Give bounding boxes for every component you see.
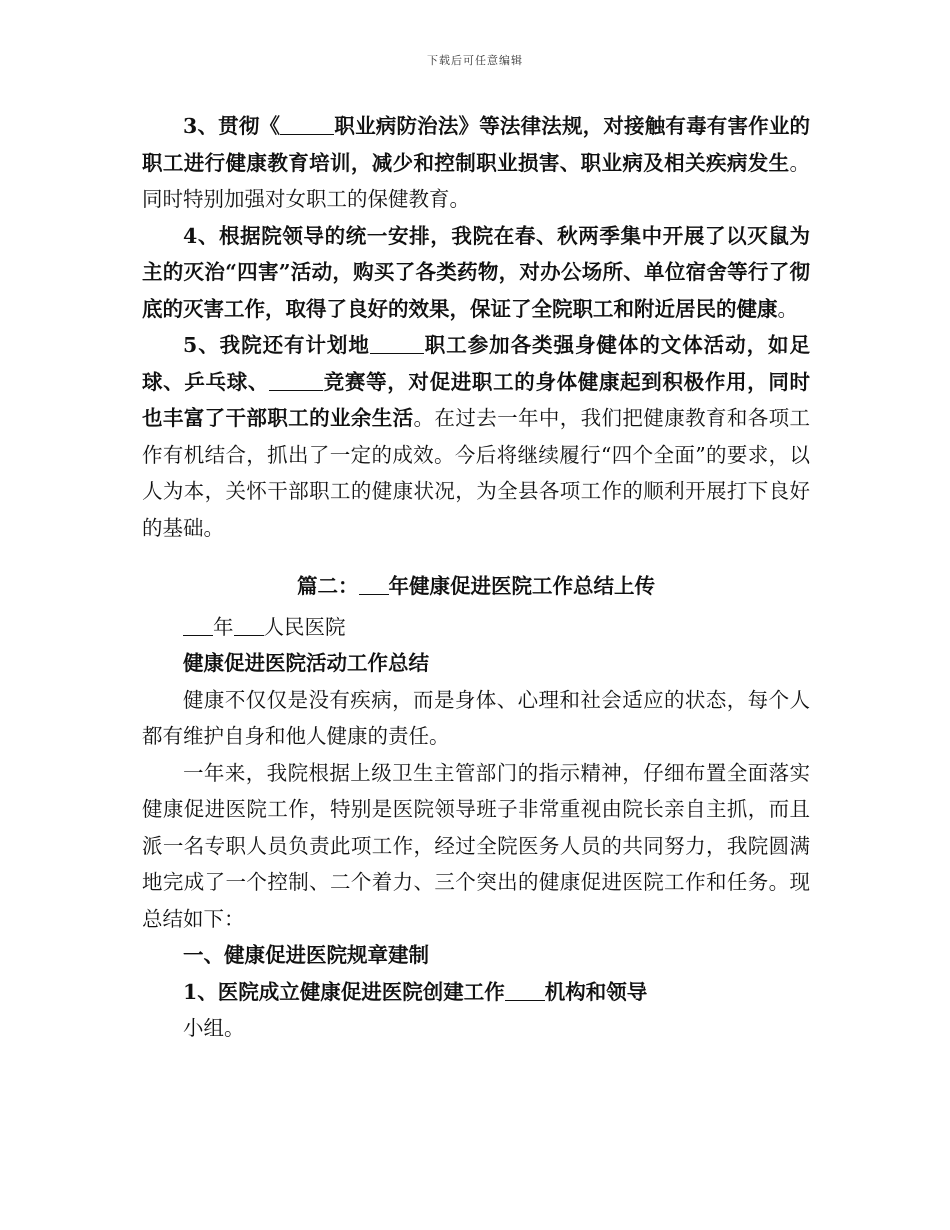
p5-tail: 。在过去一年中，我们把健康教育和各项工作有机结合，抓出了一定的成效。今后将继续履行“四个全面”的要求，以人为本，关怀干部职工的健康状况，为全县各项工作的顺利开展打下良好的基础。	[142, 406, 811, 540]
hospital-name: 人民医院	[263, 614, 346, 639]
item-1-continuation: 小组。	[183, 1016, 245, 1040]
blank-line	[183, 615, 213, 636]
intro-paragraph-1: 健康不仅仅是没有疾病，而是身体、心理和社会适应的状态，每个人都有维护自身和他人健康的责任。	[142, 687, 810, 748]
paragraph-3	[142, 108, 810, 218]
blank-line	[234, 615, 264, 636]
section-title-prefix: 篇二：	[297, 574, 359, 598]
page-header-note: 下载后可任意编辑	[427, 54, 523, 67]
section-title-text: 年健康促进医院工作总结上传	[388, 574, 655, 598]
section-title	[142, 568, 810, 605]
p3-number: 3、贯彻《	[183, 114, 281, 138]
blank-line	[280, 114, 334, 135]
p5-part-b: 职工参加各类强身健体的文体活动，如足球、乒乓球、	[142, 333, 810, 394]
document-subtitle: 健康促进医院活动工作总结	[183, 651, 429, 675]
p5-part-c: 竞赛等，对促进职工的身体健康起到积极作用，同时也丰富了干部职工的业余生活	[142, 369, 811, 430]
p3-body: 职业病防治法》等法律法规，对接触有毒有害作业的职工进行健康教育培训，减少和控制职业损害、职业病及相关疾病发生	[142, 114, 811, 175]
p5-part-a: 5、我院还有计划地	[183, 333, 370, 357]
paragraph-4	[142, 218, 810, 328]
p3-tail: 。同时特别加强对女职工的保健教育。	[142, 150, 810, 211]
paragraph-5	[142, 327, 810, 546]
blank-line	[505, 980, 545, 1001]
p4-body: 4、根据院领导的统一安排，我院在春、秋两季集中开展了以灭鼠为主的灭治“四害”活动，购买了各类药物，对办公场所、单位宿舍等行了彻底的灭害工作，取得了良好的效果，保证了全院职工和附近居民的健康	[142, 223, 810, 321]
blank-line	[269, 370, 323, 391]
heading-1: 一、健康促进医院规章建制	[183, 943, 429, 967]
blank-line	[370, 333, 424, 354]
document-body	[142, 108, 810, 1047]
hospital-line	[142, 609, 810, 646]
blank-line	[359, 574, 389, 595]
item-1-text-b: 机构和领导	[544, 979, 648, 1004]
item-1-text-a: 1、医院成立健康促进医院创建工作	[183, 979, 505, 1004]
item-1	[142, 974, 810, 1011]
intro-paragraph-2: 一年来，我院根据上级卫生主管部门的指示精神，仔细布置全面落实健康促进医院工作，特别是医院领导班子非常重视由院长亲自主抓，而且派一名专职人员负责此项工作，经过全院医务人员的共同努力，我院圆满地完成了一个控制、二个着力、三个突出的健康促进医院工作和任务。现总结如下：	[142, 760, 810, 931]
p4-tail: 。	[777, 296, 798, 321]
hospital-year-label: 年	[213, 614, 234, 639]
